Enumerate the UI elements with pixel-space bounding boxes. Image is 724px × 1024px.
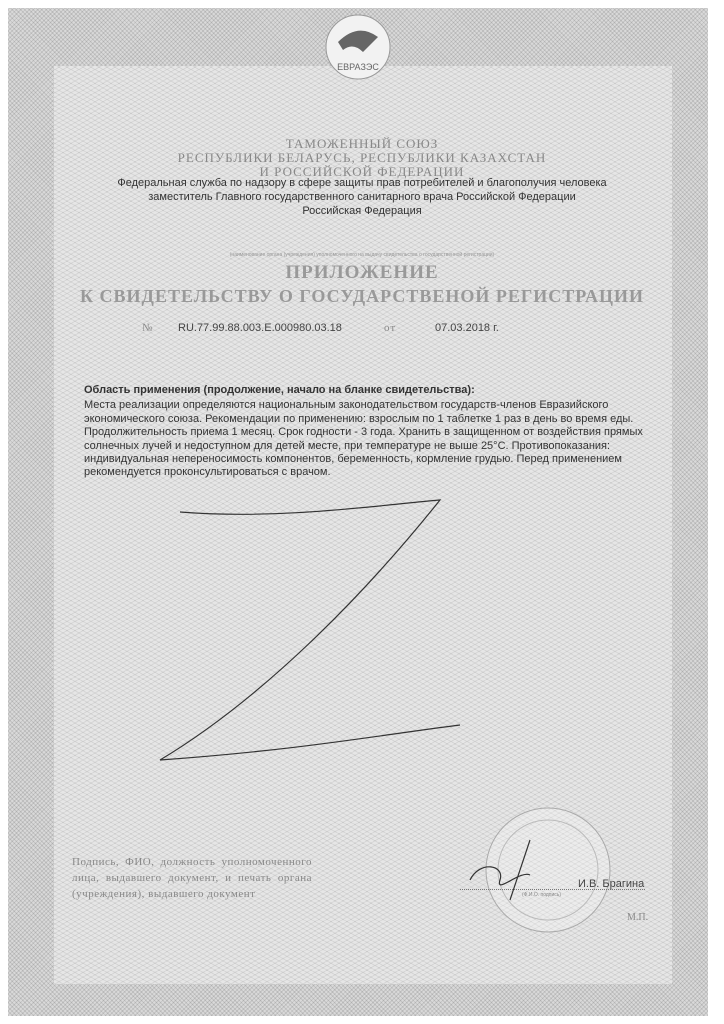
registration-number: RU.77.99.88.003.E.000980.03.18 <box>178 322 342 334</box>
number-label: № <box>142 322 154 334</box>
document-subtitle: К СВИДЕТЕЛЬСТВУ О ГОСУДАРСТВЕНОЙ РЕГИСТРАЦИИ <box>80 286 644 306</box>
official-seal <box>486 808 610 932</box>
agency-caption: (наименование органа (учреждения) уполномоченного на выдачу свидетельства о государственной регистрации) <box>229 252 495 258</box>
header-line-1: ТАМОЖЕННЫЙ СОЮЗ <box>285 136 439 151</box>
scope-heading: Область применения (продолжение, начало на бланке свидетельства): <box>84 384 475 396</box>
header-line-2: РЕСПУБЛИКИ БЕЛАРУСЬ, РЕСПУБЛИКИ КАЗАХСТАН <box>177 150 547 165</box>
official-title: заместитель Главного государственного санитарного врача Российской Федерации <box>148 191 576 203</box>
header-line-3: И РОССИЙСКОЙ ФЕДЕРАЦИИ <box>259 164 465 179</box>
signer-caption: (Ф.И.О. подпись) <box>522 892 562 898</box>
scope-text: Места реализации определяются национальным законодательством государств-членов Евразийского экономического союза. Рекомендации по применению: взрослым по 1 таблетке 1 раз в день во время еды. Продолжительность приема 1 месяц. Срок годности - 3 года. Хранить в защищенном от воздействия прямых солнечных лучей и недоступном для детей месте, при температуре не выше 25°С. Противопоказания: индивидуальная непереносимость компонентов, беременность, кормление грудью. Перед применением рекомендуется проконсультироваться с врачом. <box>84 399 643 479</box>
agency-name: Федеральная служба по надзору в сфере защиты прав потребителей и благополучия человека <box>117 177 607 189</box>
document-title: ПРИЛОЖЕНИЕ <box>285 262 439 283</box>
logo-text: ЕВРАЗЭС <box>337 62 379 72</box>
signer-name: И.В. Брагина <box>578 878 645 890</box>
country-name: Российская Федерация <box>302 205 422 217</box>
date-label: от <box>384 322 397 334</box>
signature-caption: Подпись, ФИО, должность уполномоченного лица, выдавшего документ, и печать органа (учреждения), выдавшего документ <box>72 856 312 900</box>
seal-label: М.П. <box>627 912 649 923</box>
registration-date: 07.03.2018 г. <box>435 322 499 334</box>
